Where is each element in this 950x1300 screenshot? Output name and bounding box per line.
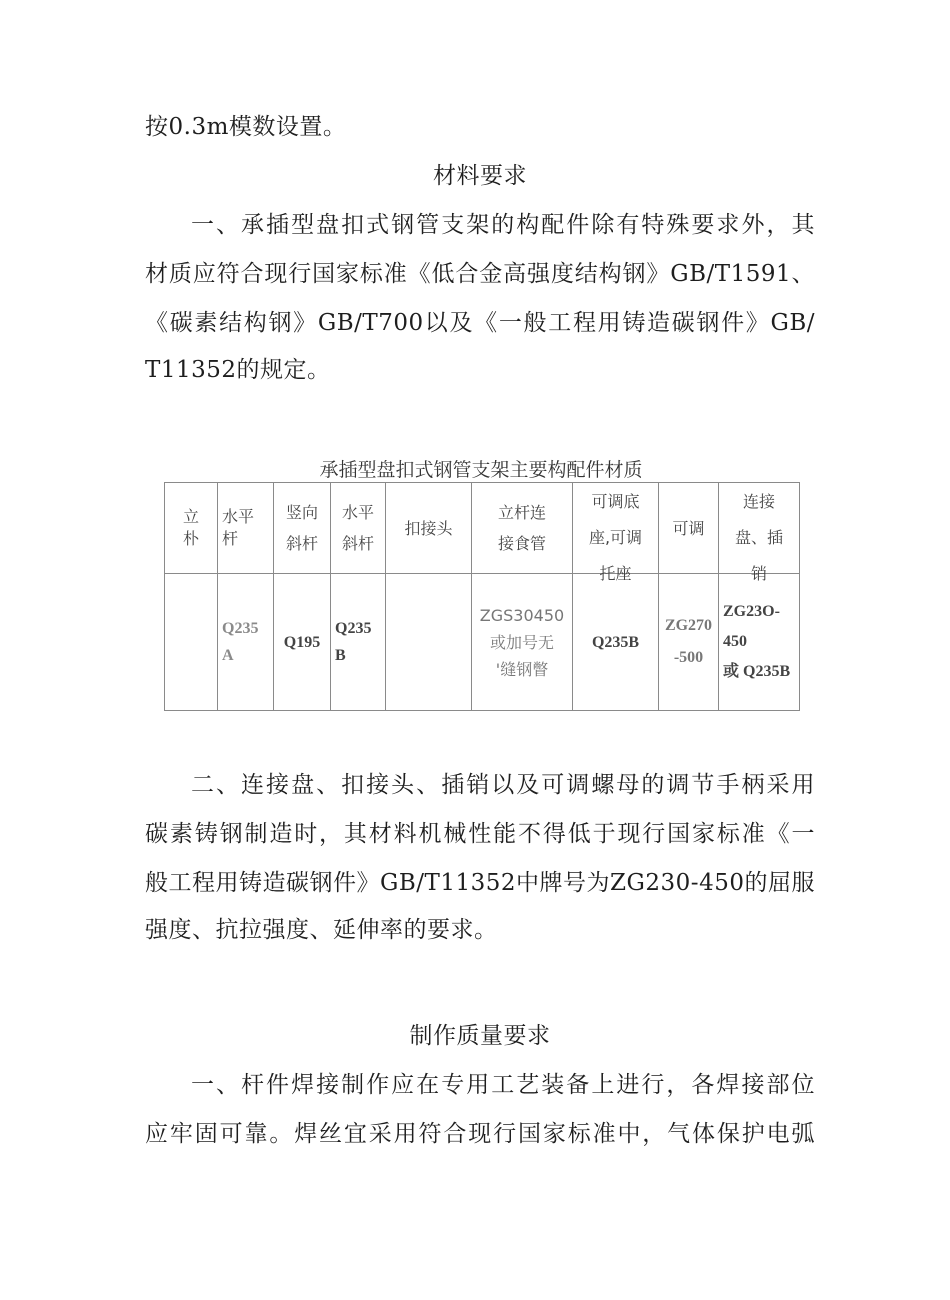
paragraph-line: T11352的规定。 (145, 357, 331, 383)
header-label: 竖向 斜杆 (285, 503, 318, 553)
paragraph-line: 二、连接盘、扣接头、插销以及可调螺母的调节手柄采用 (191, 772, 815, 798)
cell-value: Q235B (591, 633, 640, 651)
table-cell (659, 574, 719, 711)
header-label: 可调 (672, 518, 705, 538)
table-caption: 承插型盘扣式钢管支架主要构配件材质 (319, 459, 643, 481)
table-cell (573, 574, 659, 711)
header-label: 扣接头 (404, 518, 453, 538)
materials-table (164, 482, 800, 711)
header-cell (386, 483, 472, 574)
header-label: 可调底 座,可调 托座 (588, 492, 643, 583)
table-row (165, 574, 800, 711)
cell-value: Q195 (283, 633, 321, 651)
header-cell (472, 483, 573, 574)
table-header-row (165, 483, 800, 574)
paragraph-line: 强度、抗拉强度、延伸率的要求。 (145, 917, 498, 943)
header-cell (331, 483, 386, 574)
cell-value: Q235 A (222, 620, 259, 664)
table-cell (218, 574, 274, 711)
header-cell (659, 483, 719, 574)
section-heading-materials: 材料要求 (433, 163, 527, 189)
header-cell (719, 483, 800, 583)
paragraph-line: 般工程用铸造碳钢件》GB/T11352中牌号为ZG230-450的屈服 (145, 870, 815, 896)
paragraph-line: 一、承插型盘扣式钢管支架的构配件除有特殊要求外，其 (191, 212, 815, 238)
header-label: 立 朴 (182, 507, 199, 548)
header-label: 水平 斜杆 (341, 503, 374, 553)
header-label: 水平 杆 (222, 507, 255, 548)
table-cell (386, 574, 472, 711)
header-cell (218, 483, 274, 574)
table-cell (165, 574, 218, 711)
cell-value: ZGS30450 或加号无 '缝钢瞥 (479, 605, 565, 679)
paragraph-line: 按0.3m模数设置。 (145, 114, 347, 140)
paragraph-line: 碳素铸钢制造时，其材料机械性能不得低于现行国家标准《一 (145, 821, 815, 847)
paragraph-line: 《碳素结构钢》GB/T700以及《一般工程用铸造碳钢件》GB/ (145, 310, 815, 336)
cell-value: ZG270 -500 (664, 617, 713, 666)
header-cell (165, 483, 218, 574)
header-label: 连接 盘、插 销 (734, 492, 783, 583)
header-cell (274, 483, 331, 574)
header-cell (573, 483, 659, 583)
table-cell (719, 574, 800, 711)
paragraph-line: 材质应符合现行国家标准《低合金高强度结构钢》GB/T1591、 (145, 261, 815, 287)
cell-value: ZG23O- 450 或 Q235B (723, 603, 791, 680)
paragraph-line: 一、杆件焊接制作应在专用工艺装备上进行，各焊接部位 (191, 1072, 815, 1098)
header-label: 立杆连 接食管 (497, 503, 546, 553)
table-cell (472, 574, 573, 711)
table-cell (274, 574, 331, 711)
section-heading-quality: 制作质量要求 (409, 1023, 551, 1049)
table-cell (331, 574, 386, 711)
cell-value: Q235 B (335, 620, 372, 664)
paragraph-line: 应牢固可靠。焊丝宜采用符合现行国家标准中，气体保护电弧 (145, 1121, 815, 1147)
